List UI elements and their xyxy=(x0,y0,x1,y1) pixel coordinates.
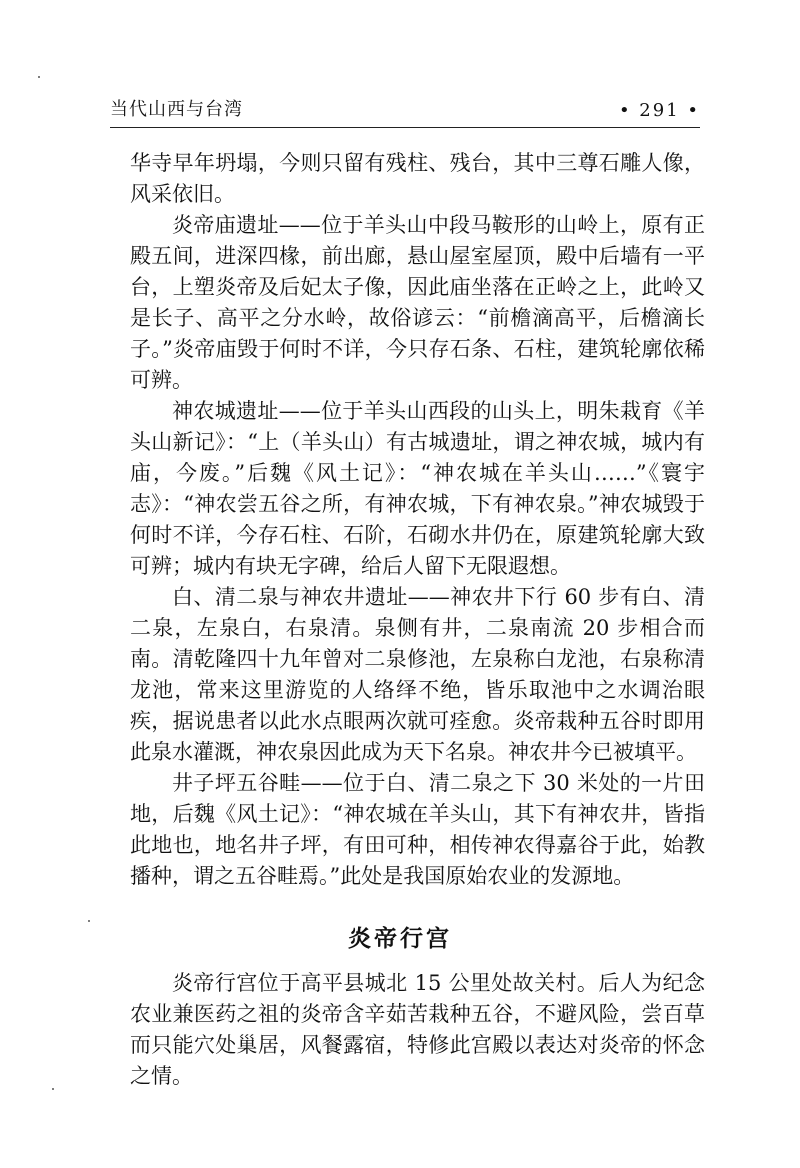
body-text xyxy=(130,148,705,892)
paragraph-wugu-field: 井子坪五谷畦——位于白、清二泉之下 30 米处的一片田地，后魏《风土记》：“神农城在羊头山，其下有神农井，皆指此地也，地名井子坪，有田可种，相传神农得嘉谷于此，始教播种，谓之五谷畦焉。”此处是我国原始农业的发源地。 xyxy=(130,771,705,888)
section-body xyxy=(130,968,705,1092)
paragraph-continuation: 华寺早年坍塌，今则只留有残柱、残台，其中三尊石雕人像，风采依旧。 xyxy=(130,151,705,206)
page-number: • 291 • xyxy=(618,100,700,121)
paragraph-shennong-city: 神农城遗址——位于羊头山西段的山头上，明朱栽育《羊头山新记》：“上（羊头山）有古城遗址，谓之神农城，城内有庙，今废。”后魏《风土记》：“神农城在羊头山……”《寰宇志》：“神农尝五谷之所，有神农城，下有神农泉。”神农城毁于何时不详，今存石柱、石阶，石砌水井仍在，原建筑轮廓大致可辨；城内有块无字碑，给后人留下无限遐想。 xyxy=(130,399,705,578)
scan-speck xyxy=(52,1088,54,1090)
paragraph-yandi-temple: 炎帝庙遗址——位于羊头山中段马鞍形的山岭上，原有正殿五间，进深四椽，前出廊，悬山屋室屋顶，殿中后墙有一平台，上塑炎帝及后妃太子像，因此庙坐落在正岭之上，此岭又是长子、高平之分水岭，故俗谚云：“前檐滴高平，后檐滴长子。”炎帝庙毁于何时不详，今只存石条、石柱，建筑轮廓依稀可辨。 xyxy=(130,213,705,392)
page-header xyxy=(110,98,700,128)
section-heading: 炎帝行宫 xyxy=(348,926,452,952)
running-title: 当代山西与台湾 xyxy=(110,99,243,120)
paragraph-two-springs: 白、清二泉与神农井遗址——神农井下行 60 步有白、清二泉，左泉白，右泉清。泉侧有井，二泉南流 20 步相合而南。清乾隆四十九年曾对二泉修池，左泉称白龙池，右泉称清龙池，常来这里游览的人络绎不绝，皆乐取池中之水调治眼疾，据说患者以此水点眼两次就可痊愈。炎帝栽种五谷时即用此泉水灌溉，神农泉因此成为天下名泉。神农井今已被填平。 xyxy=(130,585,705,764)
scan-speck xyxy=(38,76,40,78)
paragraph-palace: 炎帝行宫位于高平县城北 15 公里处故关村。后人为纪念农业兼医药之祖的炎帝含辛茹苦栽种五谷，不避风险，尝百草而只能穴处巢居，风餐露宿，特修此宫殿以表达对炎帝的怀念之情。 xyxy=(130,971,705,1088)
